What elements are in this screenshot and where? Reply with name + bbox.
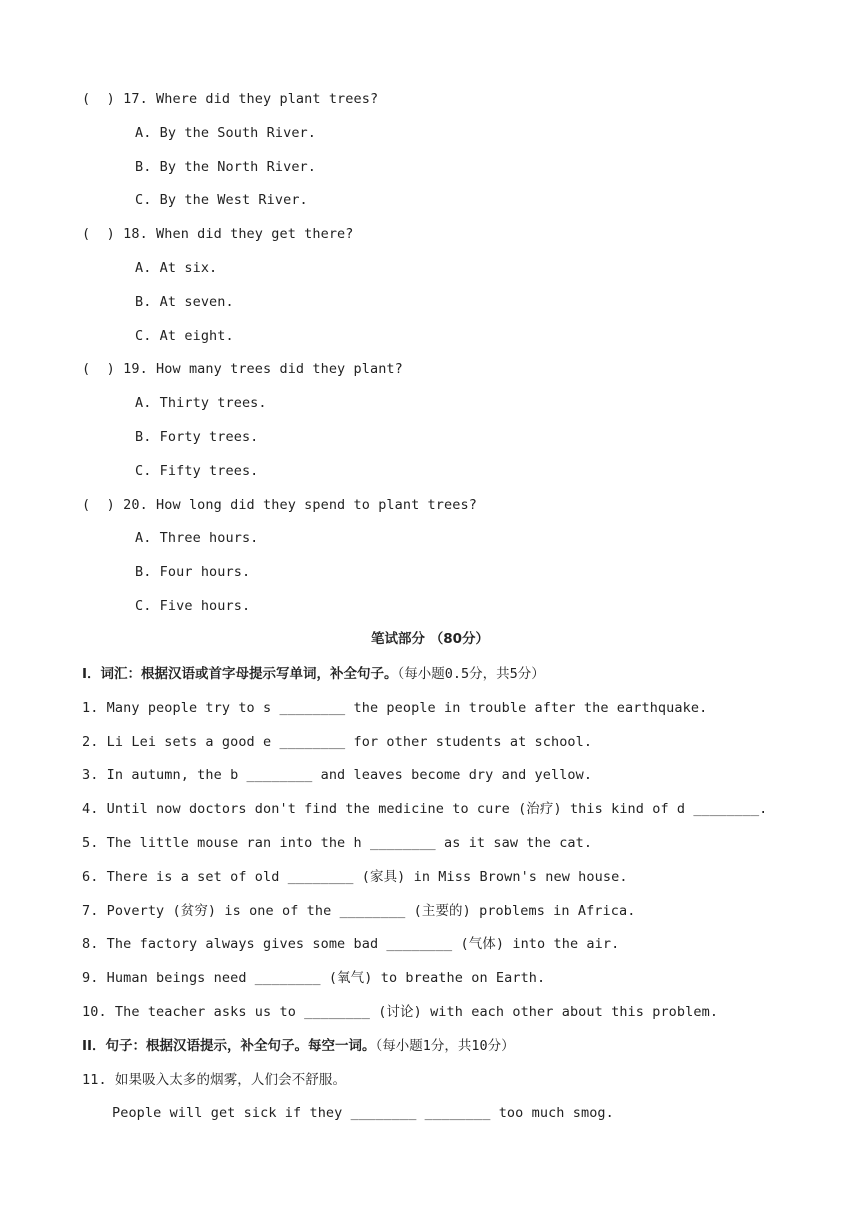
question-17: ( ) 17. Where did they plant trees? — [82, 91, 379, 107]
question-18-option-a: A. At six. — [135, 260, 218, 276]
written-section-title: 笔试部分 （80分） — [371, 631, 489, 647]
question-19-option-a: A. Thirty trees. — [135, 395, 267, 411]
question-18-option-c: C. At eight. — [135, 328, 234, 344]
vocab-item-2: 2. Li Lei sets a good e ________ for other students at school. — [82, 734, 593, 750]
part2-heading — [82, 1036, 515, 1056]
question-20-option-b: B. Four hours. — [135, 564, 251, 580]
question-20: ( ) 20. How long did they spend to plant trees? — [82, 497, 477, 513]
vocab-item-9: 9. Human beings need ________ (氧气) to breathe on Earth. — [82, 970, 546, 986]
part1-heading — [82, 664, 545, 684]
sentence-item-11-chinese: 11. 如果吸入太多的烟雾，人们会不舒服。 — [82, 1072, 347, 1088]
question-18-option-b: B. At seven. — [135, 294, 234, 310]
question-19-option-b: B. Forty trees. — [135, 429, 259, 445]
sentence-item-11-english: People will get sick if they ________ ________ too much smog. — [112, 1105, 614, 1121]
part1-heading-text: I．词汇：根据汉语或首字母提示写单词，补全句子。 — [82, 666, 398, 682]
vocab-item-6: 6. There is a set of old ________ (家具) in Miss Brown's new house. — [82, 869, 628, 885]
vocab-item-8: 8. The factory always gives some bad ________ (气体) into the air. — [82, 936, 620, 952]
question-20-option-c: C. Five hours. — [135, 598, 251, 614]
part2-score-note: （每小题1分，共10分） — [375, 1038, 515, 1054]
vocab-item-3: 3. In autumn, the b ________ and leaves become dry and yellow. — [82, 767, 593, 783]
part1-score-note: （每小题0.5分，共5分） — [397, 666, 545, 682]
vocab-item-10: 10. The teacher asks us to ________ (讨论) with each other about this problem. — [82, 1004, 719, 1020]
question-17-option-c: C. By the West River. — [135, 192, 308, 208]
vocab-item-4: 4. Until now doctors don't find the medicine to cure (治疗) this kind of d ________. — [82, 801, 768, 817]
question-19-option-c: C. Fifty trees. — [135, 463, 259, 479]
vocab-item-5: 5. The little mouse ran into the h ________ as it saw the cat. — [82, 835, 593, 851]
question-17-option-a: A. By the South River. — [135, 125, 317, 141]
part2-heading-text: II．句子：根据汉语提示，补全句子。每空一词。 — [82, 1038, 376, 1054]
question-20-option-a: A. Three hours. — [135, 530, 259, 546]
vocab-item-1: 1. Many people try to s ________ the people in trouble after the earthquake. — [82, 700, 708, 716]
question-18: ( ) 18. When did they get there? — [82, 226, 354, 242]
question-17-option-b: B. By the North River. — [135, 159, 317, 175]
vocab-item-7: 7. Poverty (贫穷) is one of the ________ (主要的) problems in Africa. — [82, 903, 636, 919]
question-19: ( ) 19. How many trees did they plant? — [82, 361, 403, 377]
